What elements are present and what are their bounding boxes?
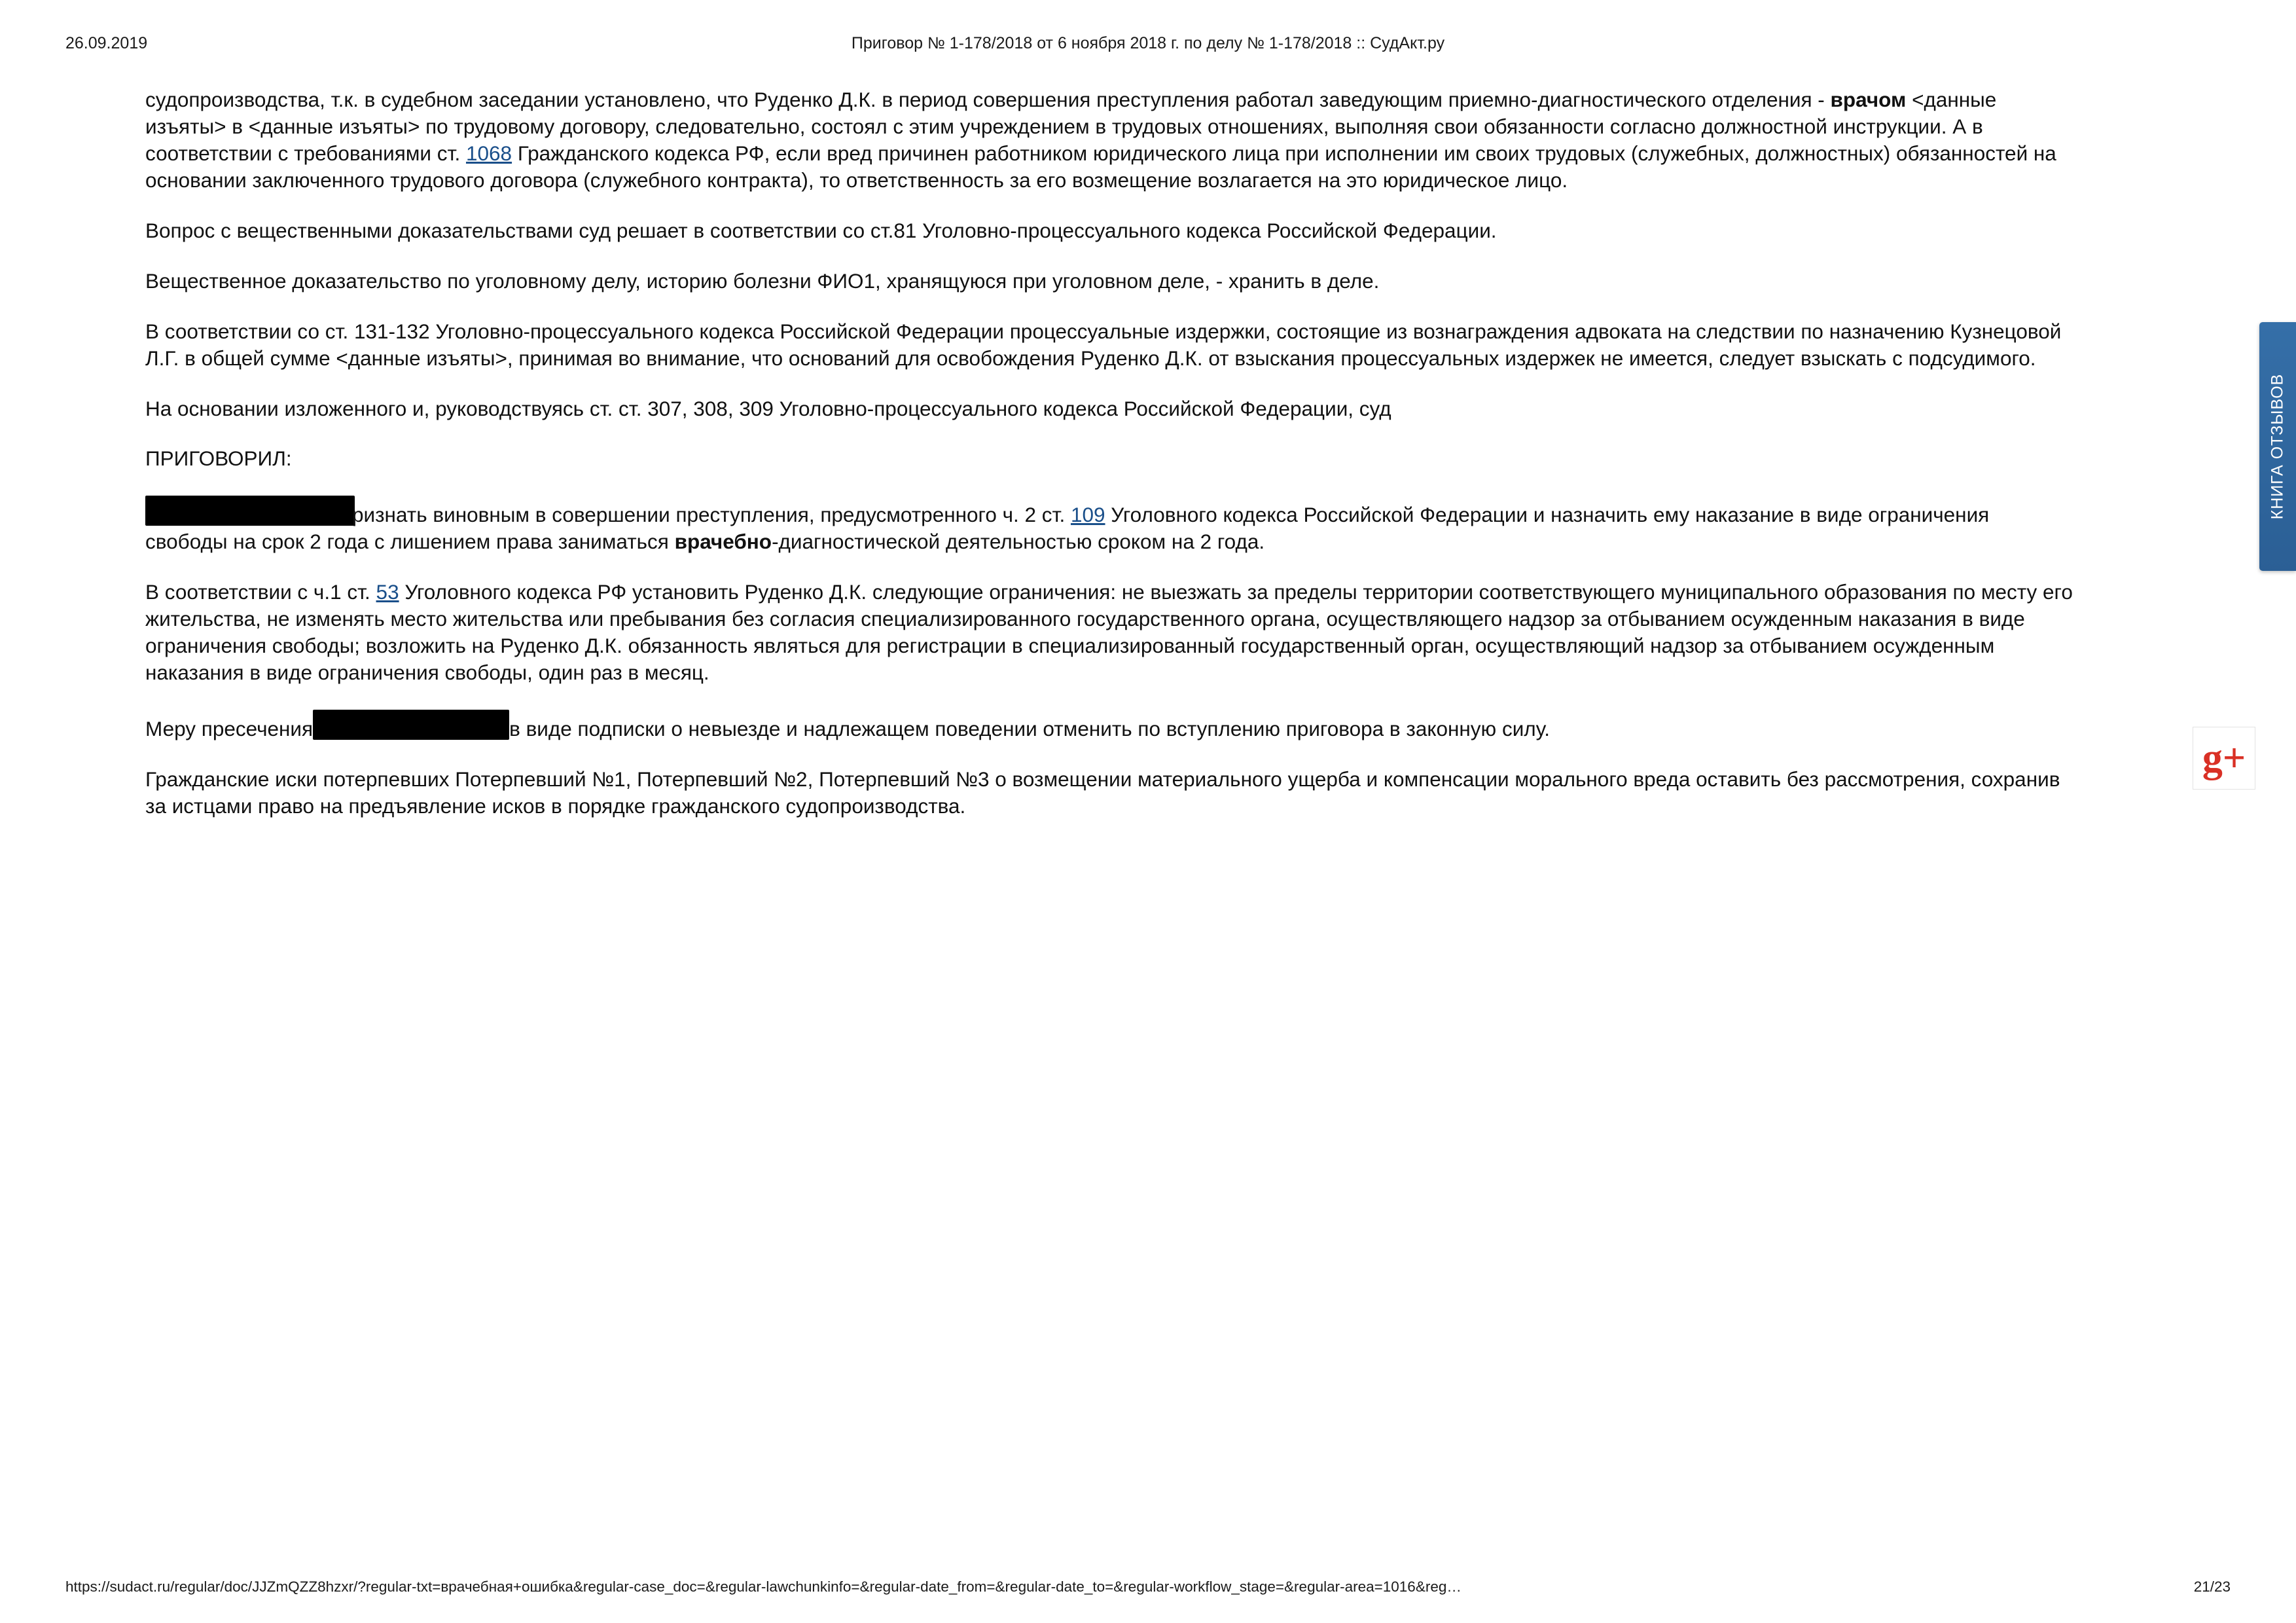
law-reference-1068[interactable]: 1068 [465, 141, 512, 165]
paragraph-civil-claims: Гражданские иски потерпевших Потерпевший №1, Потерпевший №2, Потерпевший №3 о возмещении материального ущерба и компенсации морального вреда оставить без рассмотрения, сохранив за истцами право на предъявление исков в порядке гражданского судопроизводства. [145, 767, 2060, 818]
redaction-block-name [145, 496, 355, 526]
paragraph-text: ризнать виновным в совершении преступления, предусмотренного ч. 2 ст. [352, 503, 1071, 527]
paragraph-text: судопроизводства, т.к. в судебном заседании установлено, что Руденко Д.К. в период совершения преступления работал заведующим приемно-диагностического отделения - [145, 88, 1831, 111]
feedback-book-label: КНИГА ОТЗЫВОВ [2268, 373, 2287, 520]
paragraph-verdict-guilty [145, 496, 2076, 555]
footer-page-number: 21/23 [2193, 1578, 2231, 1595]
paragraph-employment [145, 86, 2076, 194]
law-reference-53[interactable]: 53 [376, 580, 399, 604]
paragraph-procedural-costs: В соответствии со ст. 131-132 Уголовно-процессуального кодекса Российской Федерации процессуальные издержки, состоящие из вознаграждения адвоката на следствии по назначению Кузнецовой Л.Г. в общей сумме <данные изъяты>, принимая во внимание, что оснований для освобождения Руденко Д.К. от взыскания процессуальных издержек не имеется, следует взыскать с подсудимого. [145, 319, 2062, 370]
paragraph-text: Гражданского кодекса РФ, если вред причинен работником юридического лица при исполнении им своих трудовых (служебных, должностных) обязанностей на основании заключенного трудового договора (служебного контракта), то ответственность за его возмещение возлагается на это юридическое лицо. [145, 141, 2056, 192]
header-title: Приговор № 1-178/2018 от 6 ноября 2018 г. по делу № 1-178/2018 :: СудАкт.ру [851, 34, 1445, 52]
paragraph-text: В соответствии с ч.1 ст. [145, 580, 376, 604]
paragraph-legal-basis: На основании изложенного и, руководствуясь ст. ст. 307, 308, 309 Уголовно-процессуального кодекса Российской Федерации, суд [145, 396, 1391, 420]
document-body [145, 86, 2076, 843]
paragraph-evidence-question: Вопрос с вещественными доказательствами суд решает в соответствии со ст.81 Уголовно-процессуального кодекса Российской Федерации. [145, 218, 1497, 242]
paragraph-text: Уголовного кодекса Российской Федерации и назначить ему наказание в виде ограничения свободы на срок 2 года с лишением права заниматься [145, 503, 1990, 554]
law-reference-109[interactable]: 109 [1070, 503, 1105, 527]
paragraph-text: -диагностической деятельностью сроком на 2 года. [772, 530, 1265, 554]
emphasis-vrachebno: врачебно [674, 530, 772, 554]
google-plus-share-button[interactable] [2193, 727, 2255, 790]
paragraph-text: <данные изъяты> в <данные изъяты> по трудовому договору, следовательно, состоял с этим учреждением в трудовых отношениях, выполняя свои обязанности согласно должностной инструкции. А в соответствии с требованиями ст. [145, 88, 1997, 165]
page-footer [0, 1578, 2296, 1601]
google-plus-icon: g+ [2202, 736, 2246, 780]
paragraph-text: Меру пресечения [145, 717, 314, 740]
emphasis-vrachom: врачом [1830, 88, 1907, 111]
footer-source-url: https://sudact.ru/regular/doc/JJZmQZZ8hzxr/?regular-txt=врачебная+ошибка&regular-case_doc=&regular-lawchunkinfo=&regular-date_from=&regular-date_to=&regular-workflow_stage=&regular-area=1016&reg… [65, 1578, 1462, 1595]
redaction-block-name-2 [313, 710, 509, 740]
paragraph-verdict-heading: ПРИГОВОРИЛ: [145, 447, 292, 471]
paragraph-preventive-measure [145, 710, 2076, 742]
paragraph-text: в виде подписки о невыезде и надлежащем поведении отменить по вступлению приговора в законную силу. [509, 717, 1551, 740]
paragraph-restrictions [145, 579, 2076, 686]
paragraph-evidence-storage: Вещественное доказательство по уголовному делу, историю болезни ФИО1, хранящуюся при уголовном деле, - хранить в деле. [145, 268, 1380, 293]
paragraph-text: Уголовного кодекса РФ установить Руденко Д.К. следующие ограничения: не выезжать за пределы территории соответствующего муниципального образования по месту его жительства, не изменять место жительства или пребывания без согласия специализированного государственного органа, осуществляющего надзор за отбыванием осужденным наказания в виде ограничения свободы; возложить на Руденко Д.К. обязанность являться для регистрации в специализированный государственный орган, осуществляющий надзор за отбыванием осужденным наказания в виде ограничения свободы, один раз в месяц. [145, 580, 2073, 685]
header-date: 26.09.2019 [65, 34, 148, 52]
feedback-book-tab[interactable] [2259, 322, 2296, 571]
page-header [0, 34, 2296, 60]
